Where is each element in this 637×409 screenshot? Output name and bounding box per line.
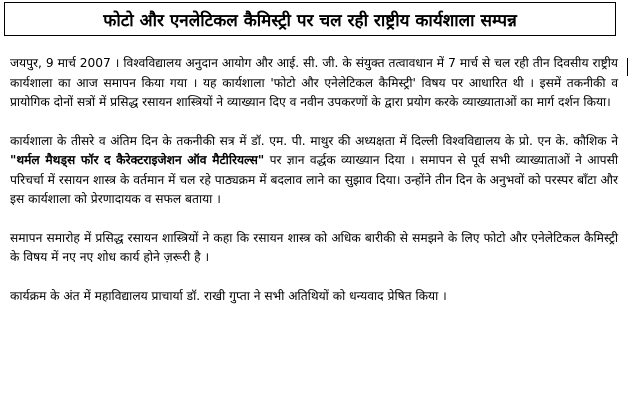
document-title: फोटो और एनलेटिकल कैमिस्ट्री पर चल रही राष्ट्रीय कार्यशाला सम्पन्न	[103, 10, 517, 31]
text-cursor	[627, 58, 628, 76]
paragraph-2	[10, 132, 618, 210]
paragraph-1: जयपुर, 9 मार्च 2007 । विश्वविद्यालय अनुदान आयोग और आई. सी. जी. के संयुक्त तत्वावधान में 7 मार्च से चल रही तीन दिवसीय राष्ट्रीय कार्यशाला का आज समापन किया गया । यह कार्यशाला 'फोटो और एनेलेटिकल कैमिस्ट्री' विषय पर आधारित थी । इसमें तकनीकी व प्रायोगिक दोनों सत्रों में प्रसिद्ध रसायन शास्त्रियों ने व्याख्यान दिए व नवीन उपकरणों के द्वारा प्रयोग करके व्याख्याताओं का मार्ग दर्शन किया।	[10, 56, 618, 109]
paragraph-3: समापन समारोह में प्रसिद्ध रसायन शास्त्रियों ने कहा कि रसायन शास्त्र को अधिक बारीकी से समझने के लिए फोटो और एनेलेटिकल कैमिस्ट्री के विषय में नए नए शोध कार्य होने ज़रूरी है ।	[10, 230, 618, 264]
title-box	[4, 2, 616, 36]
paragraph-2-after: पर ज्ञान वर्द्धक व्याख्यान दिया । समापन से पूर्व सभी व्याख्याताओं ने आपसी परिचर्चा में रसायन शास्त्र के वर्तमान में चल रहे पाठ्यक्रम में बदलाव लाने का सुझाव दिया। उन्होंने तीन दिन के अनुभवों को परस्पर बाँटा और इस कार्यशाला को प्रेरणादायक व सफल बताया ।	[10, 153, 618, 206]
lecture-title: "थर्मल मैथड्स फॉर द कैरेक्टराइजेशन ऑव मैटीरियल्स"	[10, 153, 265, 167]
paragraph-2-before: कार्यशाला के तीसरे व अंतिम दिन के तकनीकी सत्र में डॉ. एम. पी. माथुर की अध्यक्षता में दिल्ली विश्वविद्यालय के प्रो. एन के. कौशिक ने	[10, 133, 618, 148]
document-body	[10, 54, 618, 325]
paragraph-4: कार्यक्रम के अंत में महाविद्यालय प्राचार्या डॉ. राखी गुप्ता ने सभी अतिथियों को धन्यवाद प्रेषित किया ।	[10, 288, 447, 303]
